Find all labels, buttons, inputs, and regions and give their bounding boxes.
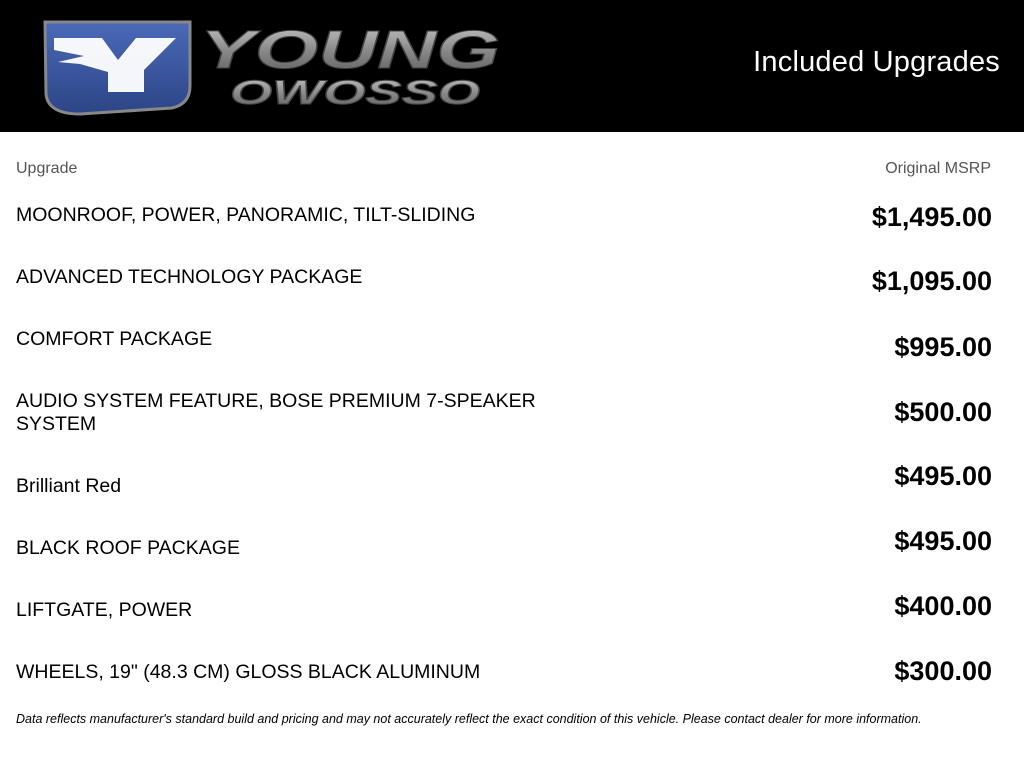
upgrade-row xyxy=(0,382,1024,444)
upgrade-price: $1,495.00 xyxy=(871,202,992,232)
upgrade-price: $300.00 xyxy=(894,656,992,686)
upgrade-price: $495.00 xyxy=(894,526,992,556)
upgrade-name: AUDIO SYSTEM FEATURE, BOSE PREMIUM 7-SPEAKER SYSTEM xyxy=(16,390,536,435)
upgrade-price: $500.00 xyxy=(894,397,992,427)
logo-text-young: YOUNG xyxy=(200,20,500,80)
upgrade-row xyxy=(0,258,1024,320)
upgrade-price: $400.00 xyxy=(894,591,992,621)
dealer-logo xyxy=(40,16,510,116)
upgrade-name: WHEELS, 19" (48.3 CM) GLOSS BLACK ALUMINUM xyxy=(16,661,481,683)
upgrade-row xyxy=(0,444,1024,506)
upgrade-price: $495.00 xyxy=(894,461,992,491)
disclaimer-text: Data reflects manufacturer's standard build and pricing and may not accurately reflect the exact condition of this vehicle. Please contact dealer for more information. xyxy=(16,712,922,726)
upgrade-name: ADVANCED TECHNOLOGY PACKAGE xyxy=(16,266,363,288)
upgrade-name: LIFTGATE, POWER xyxy=(16,599,193,621)
upgrade-name: Brilliant Red xyxy=(16,475,122,497)
upgrade-row xyxy=(0,568,1024,630)
upgrade-price: $1,095.00 xyxy=(871,266,992,296)
upgrade-name: BLACK ROOF PACKAGE xyxy=(16,537,240,559)
column-header-upgrade: Upgrade xyxy=(16,160,78,177)
upgrade-name: MOONROOF, POWER, PANORAMIC, TILT-SLIDING xyxy=(16,204,476,226)
upgrade-price: $995.00 xyxy=(894,332,992,362)
page-title: Included Upgrades xyxy=(753,46,1000,78)
upgrade-row xyxy=(0,506,1024,568)
header-banner xyxy=(0,0,1024,132)
upgrade-row xyxy=(0,320,1024,382)
upgrade-row xyxy=(0,630,1024,692)
upgrade-name: COMFORT PACKAGE xyxy=(16,328,213,350)
column-header-msrp: Original MSRP xyxy=(885,160,991,177)
logo-text-owosso: OWOSSO xyxy=(230,74,480,112)
upgrade-row xyxy=(0,196,1024,258)
